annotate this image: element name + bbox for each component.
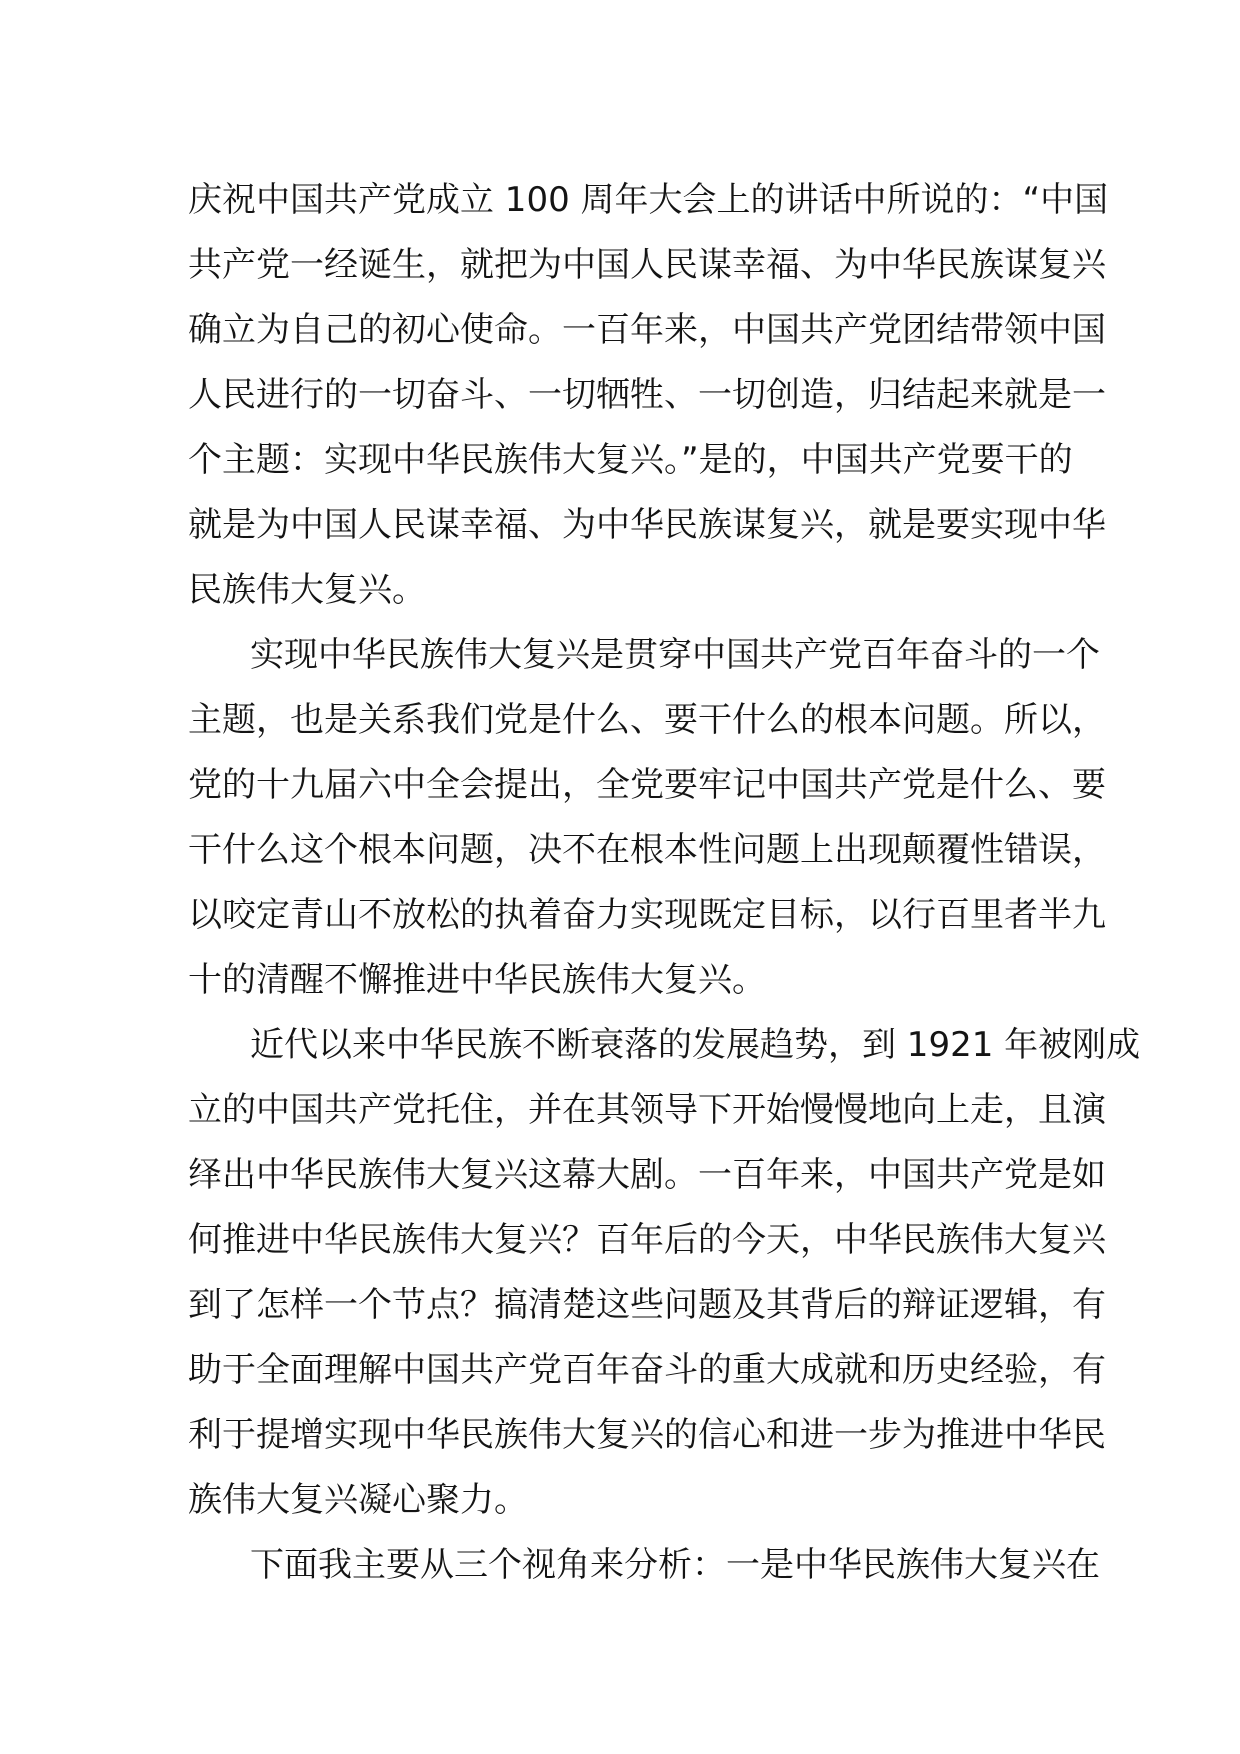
paragraph-3-line-4: 何推进中华民族伟大复兴？百年后的今天，中华民族伟大复兴 [188,1220,1106,1260]
paragraph-2-line-1: 实现中华民族伟大复兴是贯穿中国共产党百年奋斗的一个 [250,635,1100,675]
paragraph-1-line-5: 个主题：实现中华民族伟大复兴。”是的，中国共产党要干的 [188,440,1073,480]
paragraph-3-line-3: 绎出中华民族伟大复兴这幕大剧。一百年来，中国共产党是如 [188,1155,1106,1195]
paragraph-1-line-1: 庆祝中国共产党成立 100 周年大会上的讲话中所说的：“中国 [188,180,1109,220]
paragraph-3-line-5: 到了怎样一个节点？搞清楚这些问题及其背后的辩证逻辑，有 [188,1285,1106,1325]
paragraph-3-line-7: 利于提增实现中华民族伟大复兴的信心和进一步为推进中华民 [188,1415,1106,1455]
paragraph-1-line-7: 民族伟大复兴。 [188,570,426,610]
paragraph-2-line-5: 以咬定青山不放松的执着奋力实现既定目标，以行百里者半九 [188,895,1106,935]
paragraph-4-line-1: 下面我主要从三个视角来分析：一是中华民族伟大复兴在 [250,1545,1100,1585]
paragraph-3-line-8: 族伟大复兴凝心聚力。 [188,1480,528,1520]
paragraph-1-line-2: 共产党一经诞生，就把为中国人民谋幸福、为中华民族谋复兴 [188,245,1106,285]
paragraph-3-line-2: 立的中国共产党托住，并在其领导下开始慢慢地向上走，且演 [188,1090,1106,1130]
paragraph-3-line-6: 助于全面理解中国共产党百年奋斗的重大成就和历史经验，有 [188,1350,1106,1390]
paragraph-2-line-4: 干什么这个根本问题，决不在根本性问题上出现颠覆性错误， [188,830,1106,870]
paragraph-1-line-4: 人民进行的一切奋斗、一切牺牲、一切创造，归结起来就是一 [188,375,1106,415]
paragraph-1-line-3: 确立为自己的初心使命。一百年来，中国共产党团结带领中国 [188,310,1106,350]
paragraph-2-line-6: 十的清醒不懈推进中华民族伟大复兴。 [188,960,766,1000]
paragraph-1-line-6: 就是为中国人民谋幸福、为中华民族谋复兴，就是要实现中华 [188,505,1106,545]
paragraph-2-line-2: 主题，也是关系我们党是什么、要干什么的根本问题。所以， [188,700,1106,740]
body-text [188,168,1141,1598]
paragraph-3-line-1: 近代以来中华民族不断衰落的发展趋势，到 1921 年被刚成 [250,1025,1141,1065]
paragraph-2-line-3: 党的十九届六中全会提出，全党要牢记中国共产党是什么、要 [188,765,1106,805]
